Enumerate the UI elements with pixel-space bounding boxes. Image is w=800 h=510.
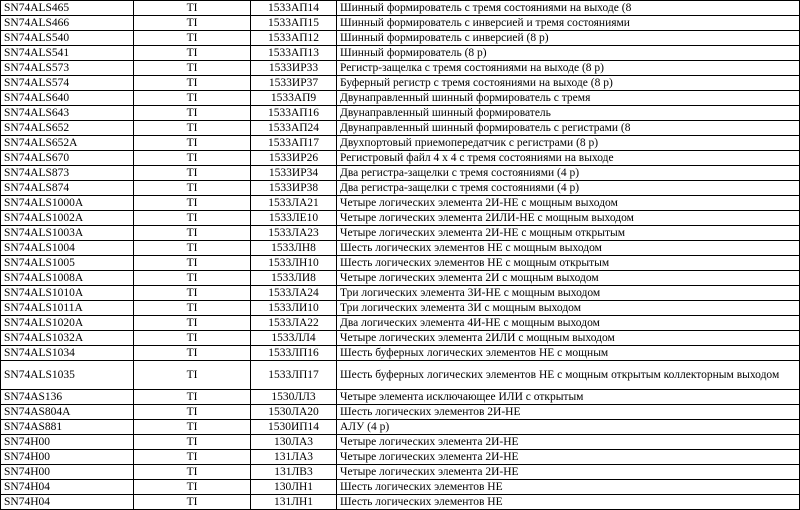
part-number-cell: SN74ALS873 [1,166,134,181]
manufacturer-cell: TI [134,61,251,76]
part-number-cell: SN74ALS1008A [1,271,134,286]
description-cell: Шесть логических элементов НЕ [337,495,800,510]
part-number-cell: SN74H00 [1,465,134,480]
table-row [1,361,800,390]
description-cell: Четыре логических элемента 2И-НЕ [337,450,800,465]
description-cell: Четыре элемента исключающее ИЛИ с открытым [337,390,800,405]
manufacturer-cell: TI [134,405,251,420]
analog-cell: 1530ЛА20 [251,405,337,420]
table-row [1,151,800,166]
part-number-cell: SN74ALS643 [1,106,134,121]
manufacturer-cell: TI [134,390,251,405]
description-cell: Шесть буферных логических элементов НЕ с мощным открытым коллекторным выходом [337,361,800,390]
description-cell: Шинный формирователь с тремя состояниями на выходе (8 [337,1,800,16]
analog-cell: 1533ИР37 [251,76,337,91]
analog-cell: 130ЛН1 [251,480,337,495]
part-number-cell: SN74ALS1004 [1,241,134,256]
analog-cell: 1533ЛА24 [251,286,337,301]
manufacturer-cell: TI [134,106,251,121]
table-row [1,495,800,510]
analog-cell: 1530ЛЛ3 [251,390,337,405]
part-number-cell: SN74H00 [1,450,134,465]
part-number-cell: SN74ALS1002A [1,211,134,226]
analog-cell: 1533АП16 [251,106,337,121]
manufacturer-cell: TI [134,301,251,316]
analog-cell: 1533ЛИ8 [251,271,337,286]
manufacturer-cell: TI [134,241,251,256]
part-number-cell: SN74ALS540 [1,31,134,46]
analog-cell: 1533ИР26 [251,151,337,166]
part-number-cell: SN74H04 [1,495,134,510]
description-cell: Четыре логических элемента 2И-НЕ с мощным открытым [337,226,800,241]
description-cell: АЛУ (4 р) [337,420,800,435]
table-row [1,286,800,301]
part-number-cell: SN74ALS1010A [1,286,134,301]
description-cell: Регистровый файл 4 х 4 с тремя состояниями на выходе [337,151,800,166]
part-number-cell: SN74ALS1020A [1,316,134,331]
part-number-cell: SN74ALS1034 [1,346,134,361]
analog-cell: 1533ЛП17 [251,361,337,390]
manufacturer-cell: TI [134,166,251,181]
part-number-cell: SN74ALS1000A [1,196,134,211]
manufacturer-cell: TI [134,31,251,46]
table-row [1,16,800,31]
manufacturer-cell: TI [134,271,251,286]
manufacturer-cell: TI [134,181,251,196]
description-cell: Шинный формирователь с инверсией (8 р) [337,31,800,46]
description-cell: Шесть логических элементов НЕ [337,480,800,495]
description-cell: Шесть логических элементов 2И-НЕ [337,405,800,420]
analog-cell: 1533АП15 [251,16,337,31]
description-cell: Двунаправленный шинный формирователь [337,106,800,121]
description-cell: Четыре логических элемента 2ИЛИ-НЕ с мощным выходом [337,211,800,226]
description-cell: Четыре логических элемента 2И с мощным выходом [337,271,800,286]
table-row [1,465,800,480]
table-row [1,46,800,61]
part-number-cell: SN74ALS541 [1,46,134,61]
part-number-cell: SN74ALS1005 [1,256,134,271]
description-cell: Четыре логических элемента 2ИЛИ с мощным выходом [337,331,800,346]
description-cell: Шесть логических элементов НЕ с мощным открытым [337,256,800,271]
description-cell: Двухпортовый приемопередатчик с регистрами (8 р) [337,136,800,151]
part-number-cell: SN74ALS574 [1,76,134,91]
part-number-cell: SN74ALS1011A [1,301,134,316]
table-row [1,181,800,196]
table-row [1,31,800,46]
analog-cell: 1530ИП14 [251,420,337,435]
part-number-cell: SN74ALS652A [1,136,134,151]
manufacturer-cell: TI [134,136,251,151]
table-row [1,301,800,316]
table-row [1,420,800,435]
description-cell: Четыре логических элемента 2И-НЕ [337,465,800,480]
table-row [1,346,800,361]
part-number-cell: SN74AS804A [1,405,134,420]
manufacturer-cell: TI [134,91,251,106]
analog-cell: 1533АП24 [251,121,337,136]
analog-cell: 1533АП9 [251,91,337,106]
part-number-cell: SN74ALS466 [1,16,134,31]
manufacturer-cell: TI [134,151,251,166]
analog-cell: 1533АП12 [251,31,337,46]
analog-cell: 1533ЛЛ4 [251,331,337,346]
part-number-cell: SN74ALS1035 [1,361,134,390]
description-cell: Шинный формирователь (8 р) [337,46,800,61]
analog-cell: 1533ЛИ10 [251,301,337,316]
description-cell: Двунаправленный шинный формирователь с тремя [337,91,800,106]
manufacturer-cell: TI [134,286,251,301]
analog-cell: 1533ЛА23 [251,226,337,241]
table-row [1,480,800,495]
table-row [1,405,800,420]
manufacturer-cell: TI [134,121,251,136]
analog-cell: 1533ИР33 [251,61,337,76]
analog-cell: 1533ЛН8 [251,241,337,256]
analog-cell: 1533ЛП16 [251,346,337,361]
description-cell: Три логических элемента 3И с мощным выходом [337,301,800,316]
description-cell: Шесть логических элементов НЕ с мощным выходом [337,241,800,256]
manufacturer-cell: TI [134,480,251,495]
manufacturer-cell: TI [134,316,251,331]
table-row [1,435,800,450]
part-number-cell: SN74ALS1032A [1,331,134,346]
table-row [1,450,800,465]
part-number-cell: SN74ALS640 [1,91,134,106]
analog-cell: 1533АП17 [251,136,337,151]
table-row [1,1,800,16]
table-row [1,271,800,286]
table-row [1,390,800,405]
analog-cell: 1533АП13 [251,46,337,61]
analog-cell: 1533ИР34 [251,166,337,181]
part-number-cell: SN74AS881 [1,420,134,435]
part-number-cell: SN74ALS670 [1,151,134,166]
description-cell: Буферный регистр с тремя состояниями на выходе (8 р) [337,76,800,91]
table-row [1,76,800,91]
part-number-cell: SN74ALS465 [1,1,134,16]
manufacturer-cell: TI [134,361,251,390]
manufacturer-cell: TI [134,16,251,31]
description-cell: Три логических элемента 3И-НЕ с мощным выходом [337,286,800,301]
manufacturer-cell: TI [134,226,251,241]
table-row [1,166,800,181]
part-number-cell: SN74H04 [1,480,134,495]
table-row [1,136,800,151]
table-row [1,61,800,76]
manufacturer-cell: TI [134,450,251,465]
manufacturer-cell: TI [134,46,251,61]
description-cell: Регистр-защелка с тремя состояниями на выходе (8 р) [337,61,800,76]
analog-cell: 131ЛВ3 [251,465,337,480]
analog-cell: 1533ИР38 [251,181,337,196]
table-row [1,196,800,211]
description-cell: Два регистра-защелки с тремя состояниями (4 р) [337,166,800,181]
manufacturer-cell: TI [134,435,251,450]
description-cell: Двунаправленный шинный формирователь с регистрами (8 [337,121,800,136]
part-number-cell: SN74H00 [1,435,134,450]
manufacturer-cell: TI [134,1,251,16]
analog-cell: 130ЛА3 [251,435,337,450]
part-number-cell: SN74ALS652 [1,121,134,136]
manufacturer-cell: TI [134,420,251,435]
table-row [1,121,800,136]
analog-cell: 131ЛА3 [251,450,337,465]
part-number-cell: SN74ALS1003A [1,226,134,241]
manufacturer-cell: TI [134,211,251,226]
analog-cell: 1533ЛН10 [251,256,337,271]
description-cell: Два логических элемента 4И-НЕ с мощным выходом [337,316,800,331]
manufacturer-cell: TI [134,196,251,211]
table-row [1,316,800,331]
manufacturer-cell: TI [134,495,251,510]
table-row [1,256,800,271]
description-cell: Два регистра-защелки с тремя состояниями (4 р) [337,181,800,196]
table-row [1,226,800,241]
analog-cell: 131ЛН1 [251,495,337,510]
manufacturer-cell: TI [134,346,251,361]
manufacturer-cell: TI [134,331,251,346]
description-cell: Шинный формирователь с инверсией и тремя состояниями [337,16,800,31]
table-row [1,91,800,106]
table-body [1,1,800,510]
analog-cell: 1533ЛА21 [251,196,337,211]
table-row [1,331,800,346]
description-cell: Четыре логических элемента 2И-НЕ [337,435,800,450]
table-row [1,211,800,226]
part-number-cell: SN74AS136 [1,390,134,405]
description-cell: Четыре логических элемента 2И-НЕ с мощным выходом [337,196,800,211]
part-number-cell: SN74ALS573 [1,61,134,76]
description-cell: Шесть буферных логических элементов НЕ с мощным [337,346,800,361]
analog-cell: 1533ЛЕ10 [251,211,337,226]
manufacturer-cell: TI [134,465,251,480]
manufacturer-cell: TI [134,76,251,91]
analog-cell: 1533АП14 [251,1,337,16]
manufacturer-cell: TI [134,256,251,271]
analog-cell: 1533ЛА22 [251,316,337,331]
table-row [1,106,800,121]
table-row [1,241,800,256]
part-number-cell: SN74ALS874 [1,181,134,196]
